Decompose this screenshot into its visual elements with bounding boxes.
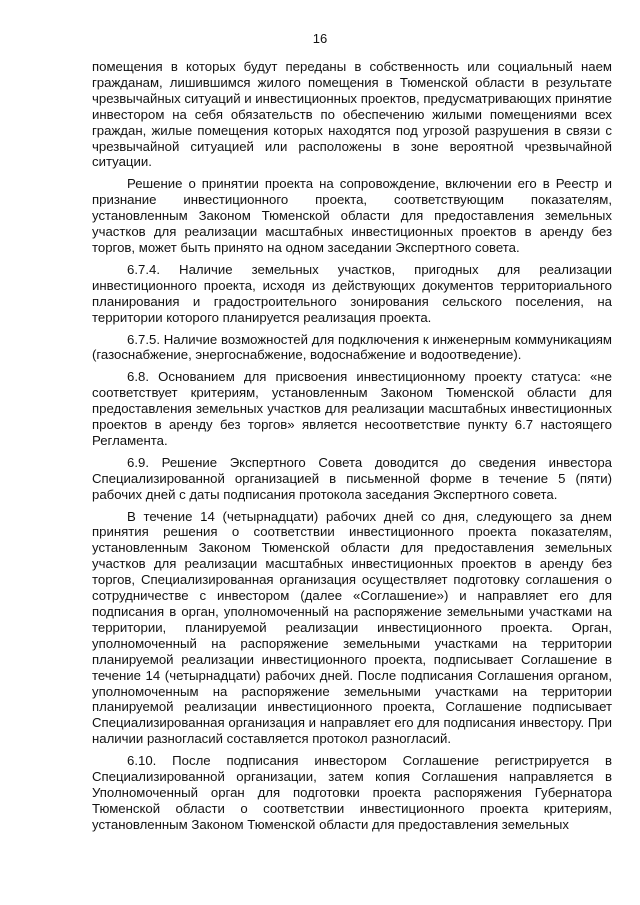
page-number: 16 <box>312 31 328 46</box>
paragraph-6-7-5: 6.7.5. Наличие возможностей для подключения к инженерным коммуникациям (газоснабжение, энергоснабжение, водоснабжение и водоотведение). <box>92 331 612 363</box>
paragraph-agreement-preparation: В течение 14 (четырнадцати) рабочих дней со дня, следующего за днем принятия решения о соответствии инвестиционного проекта показателям, установленным Законом Тюменской области для предоставления земельных участков для реализации масштабных инвестиционных проектов в аренду без торгов, Специализированная организация осуществляет подготовку соглашения о сотрудничестве с инвестором (далее «Соглашение») и направляет его для подписания в орган, уполномоченный на распоряжение земельными участками на территории, планируемой реализации инвестиционного проекта. Орган, уполномоченный на распоряжение земельными участками на территории планируемой реализации инвестиционного проекта, подписывает Соглашение в течение 14 (четырнадцати) рабочих дней. После подписания Соглашения органом, уполномоченным на распоряжение земельными участками на территории планируемой реализации инвестиционного проекта, Соглашение подписывает Специализированная организация и направляет его для подписания инвестору. При наличии разногласий составляется протокол разногласий. <box>92 508 612 747</box>
paragraph-6-7-4: 6.7.4. Наличие земельных участков, пригодных для реализации инвестиционного проекта, исходя из действующих документов территориального планирования и градостроительного зонирования сельского поселения, на территории которого планируется реализация проекта. <box>92 261 612 325</box>
paragraph-decision-registry: Решение о принятии проекта на сопровождение, включении его в Реестр и признание инвестиционного проекта, соответствующим показателям, установленным Законом Тюменской области для предоставления земельных участков для реализации масштабных инвестиционных проектов в аренду без торгов, может быть принято на одном заседании Экспертного совета. <box>92 176 612 255</box>
paragraph-continuation: помещения в которых будут переданы в собственность или социальный наем гражданам, лишившимся жилого помещения в Тюменской области в результате чрезвычайных ситуаций и инвестиционных проектов, предусматривающих принятие инвестором на себя обязательств по обеспечению жилыми помещениями всех граждан, жилые помещения которых находятся под угрозой разрушения в связи с чрезвычайной ситуацией или расположены в зоне вероятной чрезвычайной ситуации. <box>92 59 612 170</box>
paragraph-6-9: 6.9. Решение Экспертного Совета доводится до сведения инвестора Специализированной организацией в письменной форме в течение 5 (пяти) рабочих дней с даты подписания протокола заседания Экспертного совета. <box>92 454 612 502</box>
paragraph-6-8: 6.8. Основанием для присвоения инвестиционному проекту статуса: «не соответствует критериям, установленным Законом Тюменской области для предоставления земельных участков для реализации масштабных инвестиционных проектов в аренду без торгов» является несоответствие пункту 6.7 настоящего Регламента. <box>92 369 612 448</box>
paragraph-6-10: 6.10. После подписания инвестором Соглашение регистрируется в Специализированной организации, затем копия Соглашения направляется в Уполномоченный орган для подготовки проекта распоряжения Губернатора Тюменской области о соответствии инвестиционного проекта критериям, установленным Законом Тюменской области для предоставления земельных <box>92 753 612 832</box>
document-body <box>92 59 612 839</box>
